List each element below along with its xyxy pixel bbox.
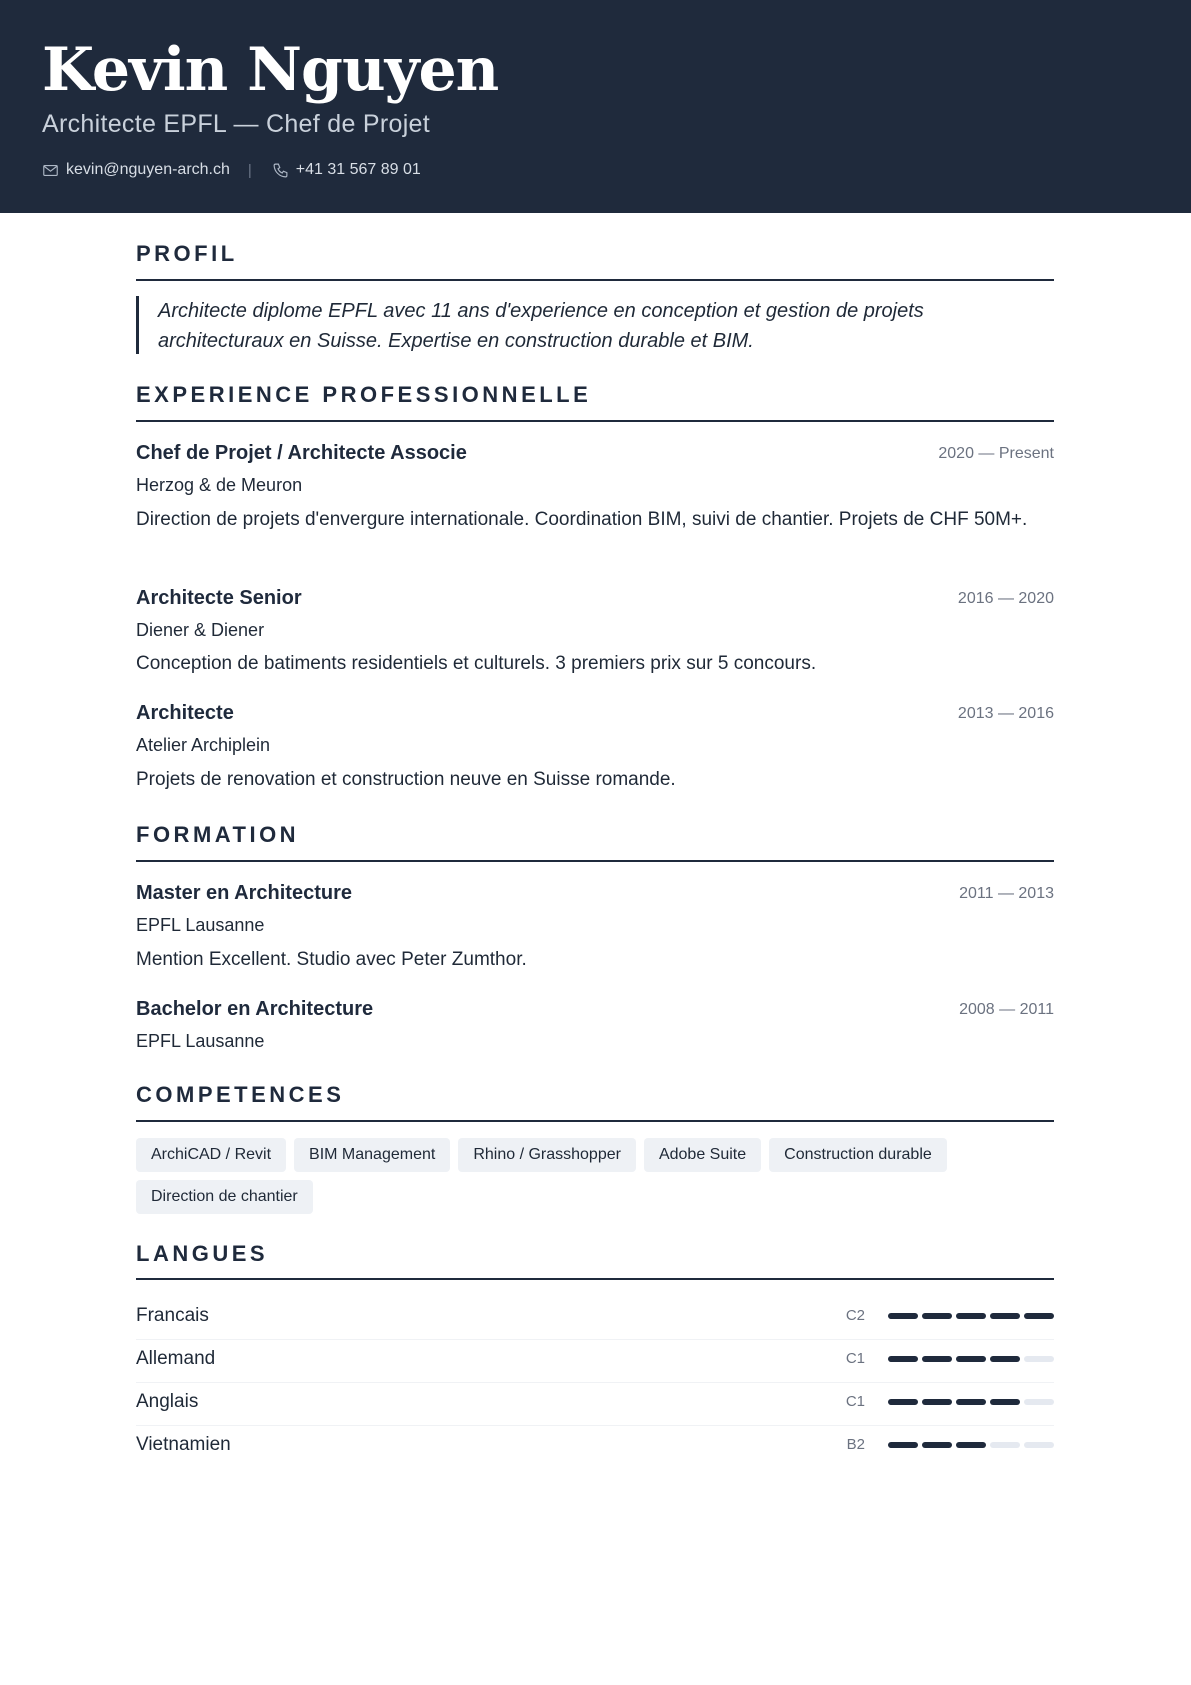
- job-title: Architecte Senior: [136, 587, 302, 609]
- language-name: Francais: [136, 1305, 209, 1326]
- level-bar-segment: [990, 1356, 1020, 1362]
- profile-summary: Architecte diplome EPFL avec 11 ans d'experience en conception et gestion de projets architecturaux en Suisse. Expertise en construction durable et BIM.: [136, 296, 1054, 354]
- candidate-title: Architecte EPFL — Chef de Projet: [42, 110, 431, 138]
- skill-tag: ArchiCAD / Revit: [136, 1138, 286, 1172]
- language-level: C2: [845, 1307, 865, 1324]
- level-bar-segment: [1024, 1399, 1054, 1405]
- degree-description: Mention Excellent. Studio avec Peter Zumthor.: [136, 949, 527, 970]
- skill-tag: Adobe Suite: [644, 1138, 761, 1172]
- contact-email[interactable]: [42, 161, 230, 179]
- language-level-bars: [888, 1313, 1054, 1319]
- section-divider: [136, 860, 1054, 862]
- skill-tag: BIM Management: [294, 1138, 450, 1172]
- skill-tag: Direction de chantier: [136, 1180, 313, 1214]
- level-bar-segment: [956, 1313, 986, 1319]
- contact-phone[interactable]: [272, 161, 421, 179]
- candidate-name: Kevin Nguyen: [42, 35, 499, 105]
- job-dates: 2020 — Present: [938, 445, 1054, 462]
- section-title-education: FORMATION: [136, 822, 300, 847]
- mail-icon: [42, 162, 59, 179]
- level-bar-segment: [922, 1313, 952, 1319]
- section-divider: [136, 279, 1054, 281]
- degree-title: Bachelor en Architecture: [136, 998, 374, 1020]
- language-level-bars: [888, 1442, 1054, 1448]
- level-bar-segment: [922, 1399, 952, 1405]
- job-company: Atelier Archiplein: [136, 735, 271, 755]
- contact-separator: |: [247, 161, 252, 179]
- job-title: Architecte: [136, 702, 234, 724]
- job-dates: 2016 — 2020: [957, 590, 1054, 607]
- language-row: [136, 1426, 1054, 1469]
- language-row: [136, 1297, 1054, 1340]
- language-name: Allemand: [136, 1348, 216, 1369]
- section-divider: [136, 1120, 1054, 1122]
- level-bar-segment: [956, 1399, 986, 1405]
- contact-bar: [42, 158, 421, 182]
- level-bar-segment: [922, 1356, 952, 1362]
- language-level: B2: [846, 1436, 865, 1453]
- skill-tag: Construction durable: [769, 1138, 947, 1172]
- level-bar-segment: [1024, 1442, 1054, 1448]
- level-bar-segment: [888, 1442, 918, 1448]
- school-name: EPFL Lausanne: [136, 1031, 265, 1051]
- level-bar-segment: [888, 1356, 918, 1362]
- degree-dates: 2008 — 2011: [959, 1001, 1054, 1018]
- school-name: EPFL Lausanne: [136, 915, 265, 935]
- section-title-profile: PROFIL: [136, 241, 238, 266]
- job-title: Chef de Projet / Architecte Associe: [136, 442, 467, 464]
- job-description: Direction de projets d'envergure internationale. Coordination BIM, suivi de chantier. Projets de CHF 50M+.: [136, 509, 1028, 530]
- section-divider: [136, 1278, 1054, 1280]
- job-company: Herzog & de Meuron: [136, 475, 303, 495]
- level-bar-segment: [888, 1313, 918, 1319]
- section-title-languages: LANGUES: [136, 1241, 269, 1266]
- section-divider: [136, 420, 1054, 422]
- level-bar-segment: [922, 1442, 952, 1448]
- section-title-skills: COMPETENCES: [136, 1082, 345, 1107]
- header: [0, 0, 1191, 213]
- degree-title: Master en Architecture: [136, 882, 352, 904]
- section-title-experience: EXPERIENCE PROFESSIONNELLE: [136, 382, 592, 407]
- skills-list: [136, 1138, 1054, 1214]
- phone-icon: [272, 162, 289, 179]
- level-bar-segment: [1024, 1356, 1054, 1362]
- language-level: C1: [845, 1350, 865, 1367]
- language-level-bars: [888, 1356, 1054, 1362]
- job-dates: 2013 — 2016: [957, 705, 1054, 722]
- level-bar-segment: [990, 1442, 1020, 1448]
- job-description: Projets de renovation et construction neuve en Suisse romande.: [136, 769, 676, 790]
- level-bar-segment: [888, 1399, 918, 1405]
- level-bar-segment: [990, 1313, 1020, 1319]
- level-bar-segment: [990, 1399, 1020, 1405]
- job-description: Conception de batiments residentiels et culturels. 3 premiers prix sur 5 concours.: [136, 653, 817, 674]
- level-bar-segment: [956, 1356, 986, 1362]
- language-name: Vietnamien: [136, 1434, 231, 1455]
- language-level-bars: [888, 1399, 1054, 1405]
- degree-dates: 2011 — 2013: [959, 885, 1054, 902]
- level-bar-segment: [956, 1442, 986, 1448]
- language-name: Anglais: [136, 1391, 199, 1412]
- language-level: C1: [845, 1393, 865, 1410]
- level-bar-segment: [1024, 1313, 1054, 1319]
- language-row: [136, 1383, 1054, 1426]
- phone-text: +41 31 567 89 01: [295, 161, 421, 178]
- skill-tag: Rhino / Grasshopper: [458, 1138, 636, 1172]
- email-text: kevin@nguyen-arch.ch: [66, 161, 230, 178]
- job-company: Diener & Diener: [136, 620, 265, 640]
- language-row: [136, 1340, 1054, 1383]
